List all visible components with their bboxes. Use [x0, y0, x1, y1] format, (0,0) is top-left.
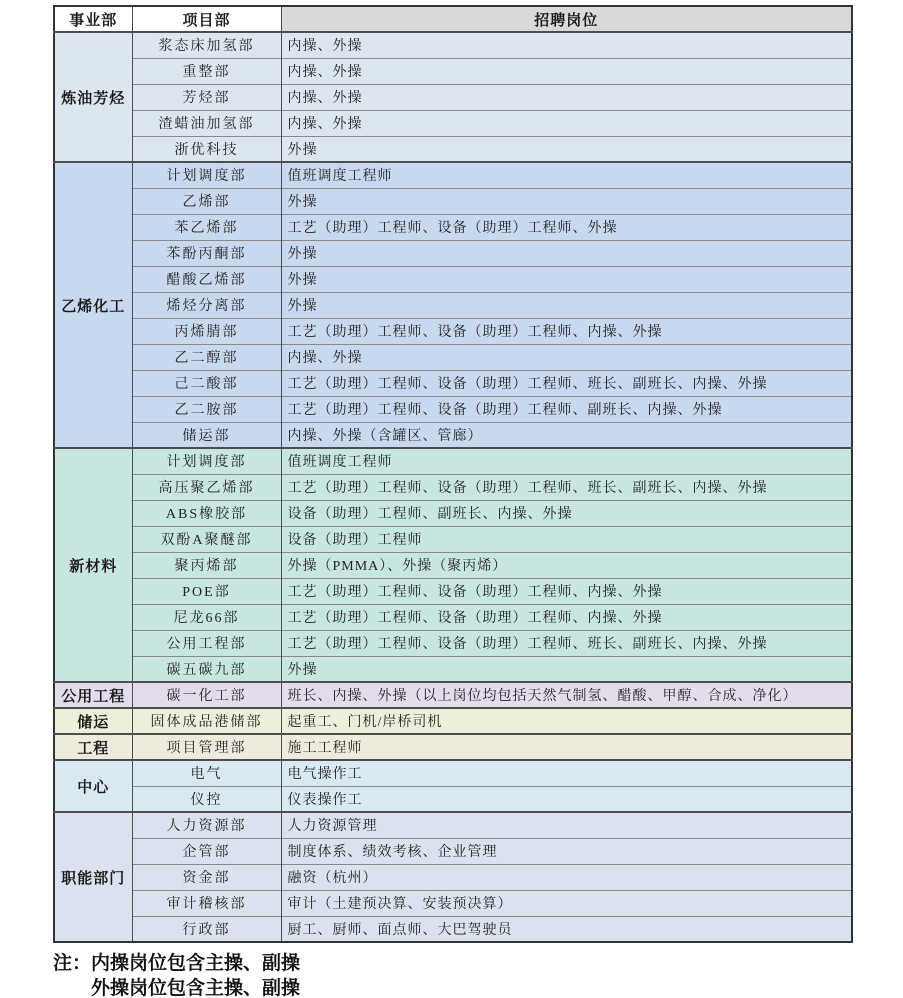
positions-cell: 工艺（助理）工程师、设备（助理）工程师、班长、副班长、内操、外操 — [281, 370, 852, 396]
division-cell: 新材料 — [54, 448, 132, 682]
table-row — [54, 916, 852, 942]
header-positions: 招聘岗位 — [281, 6, 852, 32]
positions-cell: 内操、外操 — [281, 84, 852, 110]
positions-cell: 人力资源管理 — [281, 812, 852, 838]
department-cell: 电气 — [132, 760, 281, 786]
department-cell: 项目管理部 — [132, 734, 281, 760]
positions-cell: 电气操作工 — [281, 760, 852, 786]
division-cell: 中心 — [54, 760, 132, 812]
department-cell: 行政部 — [132, 916, 281, 942]
positions-cell: 工艺（助理）工程师、设备（助理）工程师、外操 — [281, 214, 852, 240]
department-cell: 企管部 — [132, 838, 281, 864]
department-cell: 渣蜡油加氢部 — [132, 110, 281, 136]
positions-cell: 设备（助理）工程师、副班长、内操、外操 — [281, 500, 852, 526]
positions-cell: 工艺（助理）工程师、设备（助理）工程师、内操、外操 — [281, 578, 852, 604]
department-cell: 人力资源部 — [132, 812, 281, 838]
table-row — [54, 84, 852, 110]
table-row — [54, 110, 852, 136]
table-row — [54, 604, 852, 630]
positions-cell: 融资（杭州） — [281, 864, 852, 890]
table-row — [54, 32, 852, 58]
table-row — [54, 136, 852, 162]
footnote-prefix: 注： — [53, 953, 92, 974]
department-cell: 尼龙66部 — [132, 604, 281, 630]
positions-cell: 设备（助理）工程师 — [281, 526, 852, 552]
table-row — [54, 162, 852, 188]
positions-cell: 值班调度工程师 — [281, 448, 852, 474]
division-cell: 乙烯化工 — [54, 162, 132, 448]
department-cell: POE部 — [132, 578, 281, 604]
department-cell: 丙烯腈部 — [132, 318, 281, 344]
positions-cell: 工艺（助理）工程师、设备（助理）工程师、班长、副班长、内操、外操 — [281, 630, 852, 656]
department-cell: 计划调度部 — [132, 162, 281, 188]
table-row — [54, 656, 852, 682]
footnote-line: 外操岗位包含主操、副操 — [91, 978, 301, 998]
positions-cell: 审计（土建预决算、安装预决算） — [281, 890, 852, 916]
positions-cell: 厨工、厨师、面点师、大巴驾驶员 — [281, 916, 852, 942]
table-row — [54, 370, 852, 396]
department-cell: 固体成品港储部 — [132, 708, 281, 734]
table-row — [54, 734, 852, 760]
department-cell: 苯酚丙酮部 — [132, 240, 281, 266]
positions-cell: 仪表操作工 — [281, 786, 852, 812]
department-cell: 聚丙烯部 — [132, 552, 281, 578]
table-row — [54, 292, 852, 318]
positions-cell: 外操 — [281, 292, 852, 318]
table-row — [54, 318, 852, 344]
table-row — [54, 500, 852, 526]
department-cell: 浙优科技 — [132, 136, 281, 162]
table-row — [54, 526, 852, 552]
department-cell: 乙烯部 — [132, 188, 281, 214]
positions-cell: 外操 — [281, 266, 852, 292]
positions-cell: 起重工、门机/岸桥司机 — [281, 708, 852, 734]
department-cell: 双酚A聚醚部 — [132, 526, 281, 552]
positions-cell: 工艺（助理）工程师、设备（助理）工程师、内操、外操 — [281, 318, 852, 344]
department-cell: ABS橡胶部 — [132, 500, 281, 526]
positions-cell: 工艺（助理）工程师、设备（助理）工程师、副班长、内操、外操 — [281, 396, 852, 422]
department-cell: 碳五碳九部 — [132, 656, 281, 682]
header-row — [54, 6, 852, 32]
table-row — [54, 240, 852, 266]
table-row — [54, 266, 852, 292]
positions-cell: 制度体系、绩效考核、企业管理 — [281, 838, 852, 864]
division-cell: 工程 — [54, 734, 132, 760]
table-row — [54, 630, 852, 656]
department-cell: 芳烃部 — [132, 84, 281, 110]
department-cell: 仪控 — [132, 786, 281, 812]
table-row — [54, 422, 852, 448]
positions-cell: 工艺（助理）工程师、设备（助理）工程师、班长、副班长、内操、外操 — [281, 474, 852, 500]
header-department: 项目部 — [132, 6, 281, 32]
positions-cell: 内操、外操 — [281, 344, 852, 370]
positions-cell: 内操、外操（含罐区、管廊） — [281, 422, 852, 448]
department-cell: 重整部 — [132, 58, 281, 84]
table-row — [54, 188, 852, 214]
department-cell: 公用工程部 — [132, 630, 281, 656]
department-cell: 醋酸乙烯部 — [132, 266, 281, 292]
positions-cell: 外操 — [281, 240, 852, 266]
table-row — [54, 838, 852, 864]
positions-cell: 外操（PMMA）、外操（聚丙烯） — [281, 552, 852, 578]
table-row — [54, 786, 852, 812]
department-cell: 高压聚乙烯部 — [132, 474, 281, 500]
header-division: 事业部 — [54, 6, 132, 32]
division-cell: 公用工程 — [54, 682, 132, 708]
table-row — [54, 474, 852, 500]
division-cell: 炼油芳烃 — [54, 32, 132, 162]
department-cell: 乙二醇部 — [132, 344, 281, 370]
positions-cell: 外操 — [281, 656, 852, 682]
positions-cell: 值班调度工程师 — [281, 162, 852, 188]
table-row — [54, 864, 852, 890]
table-row — [54, 396, 852, 422]
table-row — [54, 890, 852, 916]
table-row — [54, 214, 852, 240]
department-cell: 苯乙烯部 — [132, 214, 281, 240]
division-cell: 储运 — [54, 708, 132, 734]
positions-cell: 内操、外操 — [281, 32, 852, 58]
positions-cell: 内操、外操 — [281, 58, 852, 84]
department-cell: 己二酸部 — [132, 370, 281, 396]
positions-cell: 内操、外操 — [281, 110, 852, 136]
positions-cell: 外操 — [281, 136, 852, 162]
positions-cell: 施工工程师 — [281, 734, 852, 760]
table-row — [54, 344, 852, 370]
footnote-line: 内操岗位包含主操、副操 — [91, 953, 301, 974]
table-row — [54, 448, 852, 474]
table-row — [54, 552, 852, 578]
footnote-lines — [91, 951, 903, 998]
department-cell: 计划调度部 — [132, 448, 281, 474]
department-cell: 浆态床加氢部 — [132, 32, 281, 58]
department-cell: 储运部 — [132, 422, 281, 448]
table-row — [54, 578, 852, 604]
table-row — [54, 708, 852, 734]
positions-cell: 外操 — [281, 188, 852, 214]
footnote — [53, 951, 903, 998]
department-cell: 资金部 — [132, 864, 281, 890]
table-row — [54, 812, 852, 838]
department-cell: 审计稽核部 — [132, 890, 281, 916]
division-cell: 职能部门 — [54, 812, 132, 942]
table-row — [54, 760, 852, 786]
positions-cell: 班长、内操、外操（以上岗位均包括天然气制氢、醋酸、甲醇、合成、净化） — [281, 682, 852, 708]
table-row — [54, 58, 852, 84]
department-cell: 烯烃分离部 — [132, 292, 281, 318]
department-cell: 碳一化工部 — [132, 682, 281, 708]
positions-cell: 工艺（助理）工程师、设备（助理）工程师、内操、外操 — [281, 604, 852, 630]
department-cell: 乙二胺部 — [132, 396, 281, 422]
recruitment-table — [53, 5, 853, 943]
table-row — [54, 682, 852, 708]
